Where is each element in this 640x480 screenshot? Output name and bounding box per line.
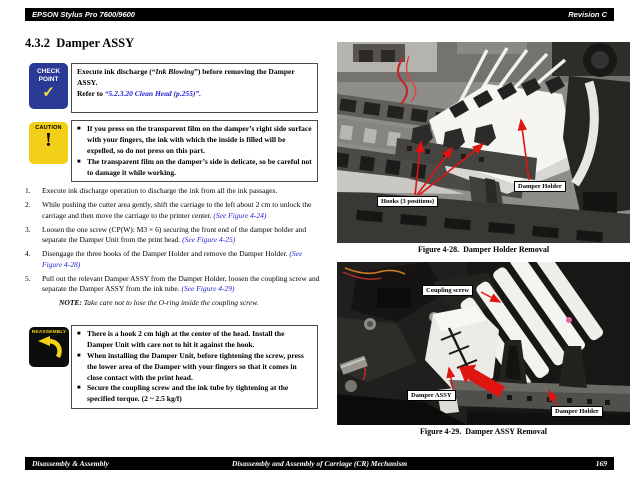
reassembly-icon	[29, 327, 69, 367]
damper-assy-illustration	[337, 262, 630, 425]
step-5: 5. Pull out the relevant Damper ASSY from the Damper Holder, loosen the coupling screw and separate the Damper ASSY from the ink tube. (See Figure 4-29)	[25, 273, 320, 293]
checkpoint-note-box	[71, 63, 318, 113]
header-revision: Revision C	[568, 10, 607, 19]
bullet-icon: ■	[77, 385, 81, 392]
page-footer-bar	[25, 457, 614, 470]
footer-chapter: Disassembly & Assembly	[32, 459, 109, 468]
checkpoint-icon: CHECK POINT ✓	[29, 63, 68, 109]
coupling-screw-label: Coupling screw	[422, 285, 473, 296]
checkpoint-refer-line: Refer to “5.2.3.20 Clean Head (p.255)”.	[77, 88, 202, 98]
damper-holder-label: Damper Holder	[551, 406, 603, 417]
footer-section: Disassembly and Assembly of Carriage (CR) Mechanism	[231, 459, 408, 468]
section-title: 4.3.2 Damper ASSY	[25, 36, 135, 50]
caution-item: ■ If you press on the transparent film on the damper’s right side surface with your fingers, the ink with which the inside is filled will be expelled, so do not press on this part.	[77, 124, 312, 155]
caution-note-box	[71, 120, 318, 182]
damper-holder-label: Damper Holder	[514, 181, 566, 192]
procedure-steps	[25, 186, 324, 309]
figure-4-25-ref[interactable]: (See Figure 4-25)	[182, 235, 236, 244]
caution-item: ■ The transparent film on the damper’s side is delicate, so be careful not to damage it while working.	[77, 156, 312, 177]
checkpoint-icon-label: CHECK	[36, 68, 61, 75]
figure-4-29-photo	[337, 262, 630, 425]
reassembly-icon-label: REASSEMBLY	[31, 330, 67, 335]
reassembly-item: ■ When installing the Damper Unit, before tightening the screw, press the lower area of the Damper with your fingers so that it comes in close contact with the print head.	[77, 350, 304, 382]
figure-4-24-ref[interactable]: (See Figure 4-24)	[213, 210, 267, 220]
bullet-icon: ■	[77, 126, 81, 132]
figure-4-28-ref[interactable]: (See Figure 4-28)	[42, 249, 303, 269]
figure-4-29-caption: Figure 4-29. Damper ASSY Removal	[420, 427, 547, 436]
caution-icon-label: CAUTION	[35, 125, 62, 131]
step-1: 1. Execute ink discharge operation to discharge the ink from all the ink passages.	[25, 186, 278, 195]
clean-head-link[interactable]: “5.2.3.20 Clean Head (p.255)”.	[104, 88, 202, 98]
bullet-icon: ■	[77, 352, 81, 359]
note-label: NOTE:	[59, 298, 82, 307]
reassembly-note-box	[71, 325, 318, 409]
damper-assy-label: Damper ASSY	[407, 390, 456, 401]
footer-page-number: 169	[595, 459, 607, 468]
step-3: 3. Loosen the one screw (CP(W): M3 × 6) securing the front end of the damper holder and separate the Damper Unit from the print head. (See Figure 4-25)	[25, 224, 307, 244]
check-icon: ✓	[42, 84, 55, 102]
note-line: NOTE: Take care not to lose the O-ring inside the coupling screw.	[59, 298, 259, 307]
exclamation-icon: !	[45, 129, 52, 151]
bullet-icon: ■	[77, 158, 81, 165]
hooks-label: Hooks (3 positions)	[377, 196, 438, 207]
page-header-bar	[25, 8, 614, 21]
step-4: 4. Disengage the three hooks of the Damper Holder and remove the Damper Holder. (See Figure 4-28)	[25, 249, 303, 269]
figure-4-29-ref[interactable]: (See Figure 4-29)	[181, 284, 235, 293]
curved-arrow-icon	[34, 335, 64, 361]
reassembly-item: ■ Secure the coupling screw and the ink tube by tightening at the specified torque. (2 ~ 2.5 kg/f)	[77, 383, 289, 404]
step-2: 2. While pushing the cutter area gently, shift the carriage to the left about 2 cm to unlock the carriage and then move the carriage to the printer center. (See Figure 4-24)	[25, 200, 312, 220]
reassembly-item: ■ There is a hook 2 cm high at the center of the head. Install the Damper Unit with care not to hit it against the hook.	[77, 329, 285, 349]
figure-4-28-caption: Figure 4-28. Damper Holder Removal	[417, 245, 550, 254]
caution-icon	[29, 122, 68, 164]
printer-mechanism-illustration	[337, 42, 630, 243]
header-product-title: EPSON Stylus Pro 7600/9600	[32, 10, 135, 19]
bullet-icon: ■	[77, 331, 81, 337]
checkpoint-text: Execute ink discharge (“Ink Blowing”) before removing the Damper ASSY.	[77, 67, 295, 87]
figure-4-28-photo	[337, 42, 630, 243]
